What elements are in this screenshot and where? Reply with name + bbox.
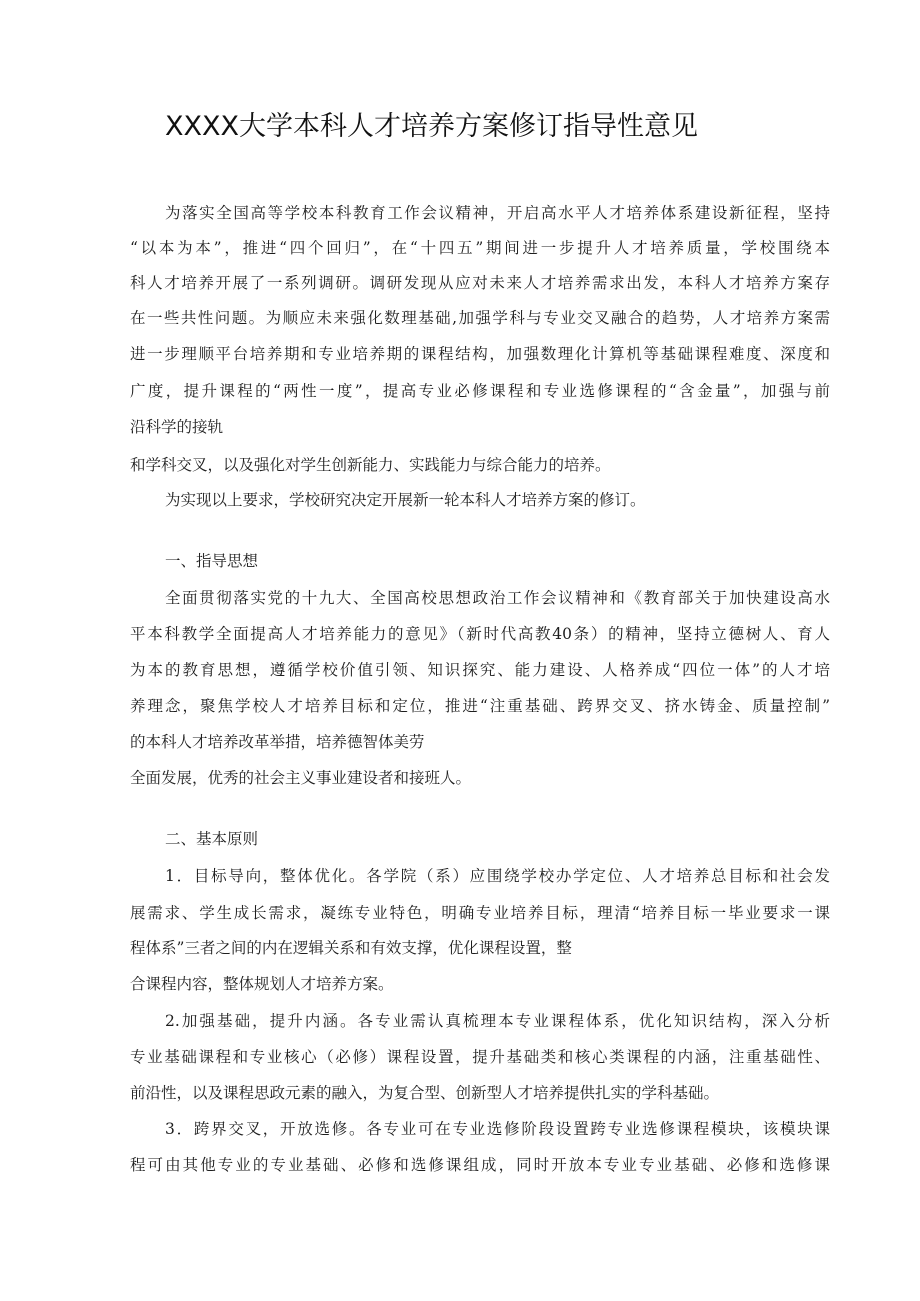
- section1-line: 养理念，聚焦学校人才培养目标和定位，推进“注重基础、跨界交叉、挤水铸金、质量控制”: [130, 697, 830, 715]
- intro-line: 沿科学的接轨: [130, 418, 224, 436]
- intro-line: 进一步理顺平台培养期和专业培养期的课程结构，加强数理化计算机等基础课程难度、深度和: [130, 345, 830, 363]
- section1-line: 全面贯彻落实党的十九大、全国高校思想政治工作会议精神和《教育部关于加快建设高水: [165, 589, 830, 607]
- intro-line: “以本为本”，推进“四个回归”，在“十四五”期间进一步提升人才培养质量，学校围绕本: [130, 239, 830, 257]
- intro-line: 广度，提升课程的“两性一度”，提高专业必修课程和专业选修课程的“含金量”，加强与前: [130, 382, 830, 400]
- intro-line: 为落实全国高等学校本科教育工作会议精神，开启高水平人才培养体系建设新征程，坚持: [165, 204, 830, 222]
- intro-line: 和学科交叉，以及强化对学生创新能力、实践能力与综合能力的培养。: [130, 456, 611, 474]
- document-title: XXXX大学本科人才培养方案修订指导性意见: [165, 111, 698, 142]
- section2-item1-line: 程体系”三者之间的内在逻辑关系和有效支撑，优化课程设置，整: [130, 939, 572, 957]
- section2-item2-line: 前沿性，以及课程思政元素的融入，为复合型、创新型人才培养提供扎实的学科基础。: [130, 1084, 720, 1102]
- intro-line: 在一些共性问题。为顺应未来强化数理基础,加强学科与专业交叉融合的趋势，人才培养方案需: [130, 309, 830, 327]
- section2-item1-line: 合课程内容，整体规划人才培养方案。: [130, 975, 394, 993]
- section2-item2-line: 专业基础课程和专业核心（必修）课程设置，提升基础类和核心类课程的内涵，注重基础性、: [130, 1048, 830, 1066]
- section-heading: 二、基本原则: [165, 830, 259, 848]
- section2-item1-line: 1．目标导向，整体优化。各学院（系）应围绕学校办学定位、人才培养总目标和社会发: [165, 867, 830, 885]
- section1-line: 全面发展，优秀的社会主义事业建设者和接班人。: [130, 769, 472, 787]
- intro-line: 科人才培养开展了一系列调研。调研发现从应对未来人才培养需求出发，本科人才培养方案存: [130, 274, 830, 292]
- section2-item3-line: 程可由其他专业的专业基础、必修和选修课组成，同时开放本专业专业基础、必修和选修课: [130, 1156, 830, 1174]
- section-heading: 一、指导思想: [165, 552, 259, 570]
- intro-line: 为实现以上要求，学校研究决定开展新一轮本科人才培养方案的修订。: [165, 491, 646, 509]
- section2-item1-line: 展需求、学生成长需求，凝练专业特色，明确专业培养目标，理清“培养目标一毕业要求一课: [130, 904, 830, 922]
- section1-line: 平本科教学全面提高人才培养能力的意见》（新时代高教40条）的精神，坚持立德树人、育人: [130, 625, 830, 643]
- section2-item2-line: 2.加强基础，提升内涵。各专业需认真梳理本专业课程体系，优化知识结构，深入分析: [165, 1012, 830, 1030]
- section1-line: 为本的教育思想，遵循学校价值引领、知识探究、能力建设、人格养成“四位一体”的人才培: [130, 661, 830, 679]
- section1-line: 的本科人才培养改革举措，培养德智体美劳: [130, 733, 425, 751]
- section2-item3-line: 3．跨界交叉，开放选修。各专业可在专业选修阶段设置跨专业选修课程模块，该模块课: [165, 1120, 830, 1138]
